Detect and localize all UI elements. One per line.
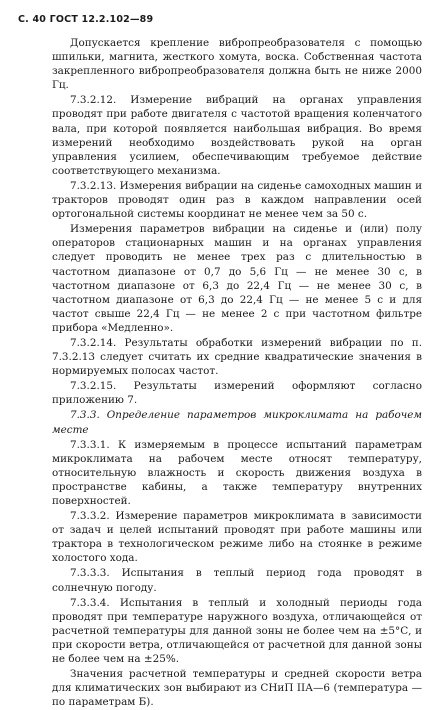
paragraph-seat-floor-measurements: Измерения параметров вибрации на сиденье и (или) полу операторов стационарных машин и на органах управления следует проводить не менее трех раз с длительностью в частотном диапазоне от 0,7 до 5,6 Гц — не менее 30 с, в частотном диапазоне от 6,3 до 22,4 Гц — не менее 30 с, в частотном диапазоне от 6,3 до 22,4 Гц — не менее 5 с и для частот свыше 22,4 Гц — не менее 2 с при частотном фильтре прибора «Медленно». [52,223,422,334]
paragraph-7-3-3-3: 7.3.3.3. Испытания в теплый период года проводят в солнечную погоду. [52,567,422,594]
paragraph-7-3-3-1: 7.3.3.1. К измеряемым в процессе испытаний параметрам микроклимата на рабочем месте относят температуру, относительную влажность и скорость движения воздуха в пространстве кабины, а также температуру внутренних поверхностей. [52,438,422,507]
document-body [52,36,422,710]
paragraph-7-3-3-4: 7.3.3.4. Испытания в теплый и холодный периоды года проводят при температуре наружного воздуха, отличающейся от расчетной температуры для данной зоны не более чем на ±5°С, и при скорости ветра, отличающейся от расчетной для данной зоны не более чем на ±25%. [52,596,422,666]
paragraph-climate-zones: Значения расчетной температуры и средней скорости ветра для климатических зон выбирают из СНиП IIА—6 (температура — по параметрам Б). [52,668,422,709]
paragraph-fastening: Допускается крепление вибропреобразователя с помощью шпильки, магнита, жесткого хомута, воска. Собственная частота закрепленного вибропреобразователя должна быть не ниже 2000 Гц. [52,37,422,92]
section-heading-7-3-3: 7.3.3. Определение параметров микроклимата на рабочем месте [52,409,422,436]
page-header: С. 40 ГОСТ 12.2.102—89 [18,14,154,25]
paragraph-7-3-2-13: 7.3.2.13. Измерения вибрации на сиденье самоходных машин и тракторов проводят один раз в каждом направлении осей ортогональной системы координат не менее чем за 50 с. [52,179,422,221]
paragraph-7-3-2-15: 7.3.2.15. Результаты измерений оформляют согласно приложению 7. [52,380,422,407]
paragraph-7-3-2-12: 7.3.2.12. Измерение вибраций на органах управления проводят при работе двигателя с частотой вращения коленчатого вала, при которой появляется наибольшая вибрация. Во время измерений необходимо воздействовать рукой на орган управления усилием, обеспечивающим требуемое действие соответствующего механизма. [52,94,422,177]
paragraph-7-3-2-14: 7.3.2.14. Результаты обработки измерений вибрации по п. 7.3.2.13 следует считать их средние квадратические значения в нормируемых полосах частот. [52,336,422,378]
paragraph-7-3-3-2: 7.3.3.2. Измерение параметров микроклимата в зависимости от задач и целей испытаний проводят при работе машины или трактора в технологическом режиме либо на стоянке в режиме холостого хода. [52,510,422,565]
